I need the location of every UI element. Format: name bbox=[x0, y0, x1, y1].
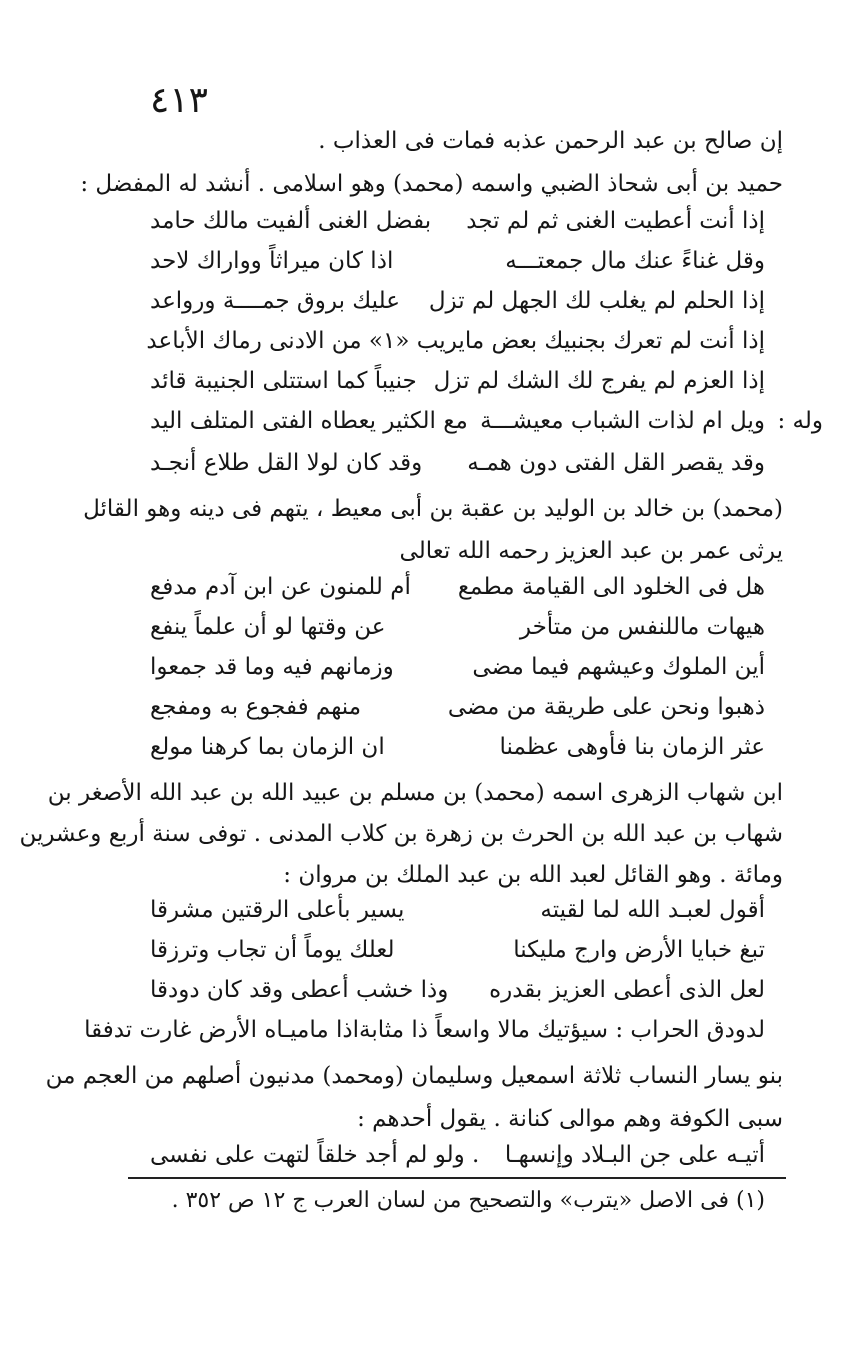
verse-second-hemistich: عليك بروق جمــــة ورواعد bbox=[150, 288, 400, 314]
verse-first-hemistich: إذا الحلم لم يغلب لك الجهل لم تزل bbox=[428, 288, 765, 314]
prose-line: شهاب بن عبد الله بن الحرث بن زهرة بن كلاب المدنى . توفى سنة أربع وعشرين bbox=[19, 821, 783, 847]
verse-first-hemistich: إذا أنت أعطيت الغنى ثم لم تجد bbox=[466, 208, 765, 234]
verse-second-hemistich: يسير بأعلى الرقتين مشرقا bbox=[150, 897, 405, 923]
verse-line bbox=[150, 450, 765, 476]
verse-second-hemistich: اذا ماميـاه الأرض غارت تدفقا bbox=[84, 1017, 360, 1043]
verse-second-hemistich: وزمانهم فيه وما قد جمعوا bbox=[150, 654, 394, 680]
verse-first-hemistich: ويل ام لذات الشباب معيشـــة bbox=[480, 408, 765, 434]
verse-first-hemistich: أقول لعبـد الله لما لقيته bbox=[540, 897, 765, 923]
prose-line: ومائة . وهو القائل لعبد الله بن عبد الملك بن مروان : bbox=[283, 862, 783, 888]
prose-line: يرثى عمر بن عبد العزيز رحمه الله تعالى bbox=[399, 538, 783, 564]
verse-second-hemistich: عن وقتها لو أن علماً ينفع bbox=[150, 614, 386, 640]
verse-second-hemistich: جنيباً كما استتلى الجنيبة قائد bbox=[150, 368, 417, 394]
verse-line bbox=[150, 937, 765, 963]
verse-line bbox=[150, 408, 823, 434]
prose-line: إن صالح بن عبد الرحمن عذبه فمات فى العذاب . bbox=[318, 128, 783, 154]
verse-line bbox=[150, 977, 765, 1003]
verse-line bbox=[150, 694, 765, 720]
verse-second-hemistich: بفضل الغنى ألفيت مالك حامد bbox=[150, 208, 432, 234]
verse-line bbox=[150, 208, 765, 234]
verse-first-hemistich: تبغ خبايا الأرض وارج مليكنا bbox=[513, 937, 765, 963]
verse-line bbox=[150, 614, 765, 640]
verse-first-hemistich: وقل غناءً عنك مال جمعتـــه bbox=[505, 248, 765, 274]
verse-prefix: وله : bbox=[777, 408, 823, 434]
verse-line bbox=[150, 897, 765, 923]
page-number: ٤١٣ bbox=[150, 80, 209, 121]
verse-second-hemistich: اذا كان ميراثاً وواراك لاحد bbox=[150, 248, 394, 274]
footnote: (١) فى الاصل «يترب» والتصحيح من لسان العرب ج ١٢ ص ٣٥٢ . bbox=[171, 1188, 765, 1213]
verse-first-hemistich: هيهات ماللنفس من متأخر bbox=[519, 614, 765, 640]
prose-line: بنو يسار النساب ثلاثة اسمعيل وسليمان (ومحمد) مدنيون أصلهم من العجم من bbox=[45, 1063, 783, 1089]
verse-second-hemistich: منهم ففجوع به ومفجع bbox=[150, 694, 362, 720]
verse-line bbox=[150, 368, 765, 394]
verse-second-hemistich: مع الكثير يعطاه الفتى المتلف اليد bbox=[150, 408, 468, 434]
verse-second-hemistich: وقد كان لولا القل طلاع أنجـد bbox=[150, 450, 423, 476]
verse-line bbox=[150, 734, 765, 760]
verse-first-hemistich: هل فى الخلود الى القيامة مطمع bbox=[457, 574, 765, 600]
prose-line: سبى الكوفة وهم موالى كنانة . يقول أحدهم : bbox=[357, 1106, 783, 1132]
prose-line: (محمد) بن خالد بن الوليد بن عقبة بن أبى معيط ، يتهم فى دينه وهو القائل bbox=[83, 496, 783, 522]
verse-first-hemistich: وقد يقصر القل الفتى دون همـه bbox=[467, 450, 765, 476]
verse-second-hemistich: يريب «١» من الادنى رماك الأباعد bbox=[146, 328, 465, 354]
prose-line: ابن شهاب الزهرى اسمه (محمد) بن مسلم بن عبيد الله بن عبد الله الأصغر بن bbox=[47, 780, 783, 806]
verse-line bbox=[150, 654, 765, 680]
verse-second-hemistich: ان الزمان بما كرهنا مولع bbox=[150, 734, 385, 760]
verse-first-hemistich: عثر الزمان بنا فأوهى عظمنا bbox=[499, 734, 765, 760]
verse-line bbox=[150, 1142, 765, 1168]
verse-first-hemistich: لعل الذى أعطى العزيز بقدره bbox=[489, 977, 765, 1003]
verse-first-hemistich: إذا أنت لم تعرك بجنبيك بعض ما bbox=[464, 328, 765, 354]
footnote-rule bbox=[128, 1177, 786, 1179]
verse-line bbox=[150, 574, 765, 600]
verse-line bbox=[150, 248, 765, 274]
verse-second-hemistich: لعلك يوماً أن تجاب وترزقا bbox=[150, 937, 395, 963]
verse-first-hemistich: لدودق الحراب : سيؤتيك مالا واسعاً ذا مثابة bbox=[359, 1017, 765, 1043]
verse-line bbox=[84, 1017, 765, 1043]
verse-first-hemistich: إذا العزم لم يفرج لك الشك لم تزل bbox=[433, 368, 765, 394]
verse-first-hemistich: أين الملوك وعيشهم فيما مضى bbox=[472, 654, 765, 680]
verse-line bbox=[146, 328, 765, 354]
verse-second-hemistich: وذا خشب أعطى وقد كان دودقا bbox=[150, 977, 449, 1003]
verse-first-hemistich: أتيـه على جن البـلاد وإنسهـا bbox=[504, 1142, 765, 1168]
verse-first-hemistich: ذهبوا ونحن على طريقة من مضى bbox=[447, 694, 765, 720]
verse-second-hemistich: . ولو لم أجد خلقاً لتهت على نفسى bbox=[150, 1142, 480, 1168]
verse-second-hemistich: أم للمنون عن ابن آدم مدفع bbox=[150, 574, 411, 600]
verse-line bbox=[150, 288, 765, 314]
prose-line: حميد بن أبى شحاذ الضبي واسمه (محمد) وهو اسلامى . أنشد له المفضل : bbox=[80, 171, 783, 197]
